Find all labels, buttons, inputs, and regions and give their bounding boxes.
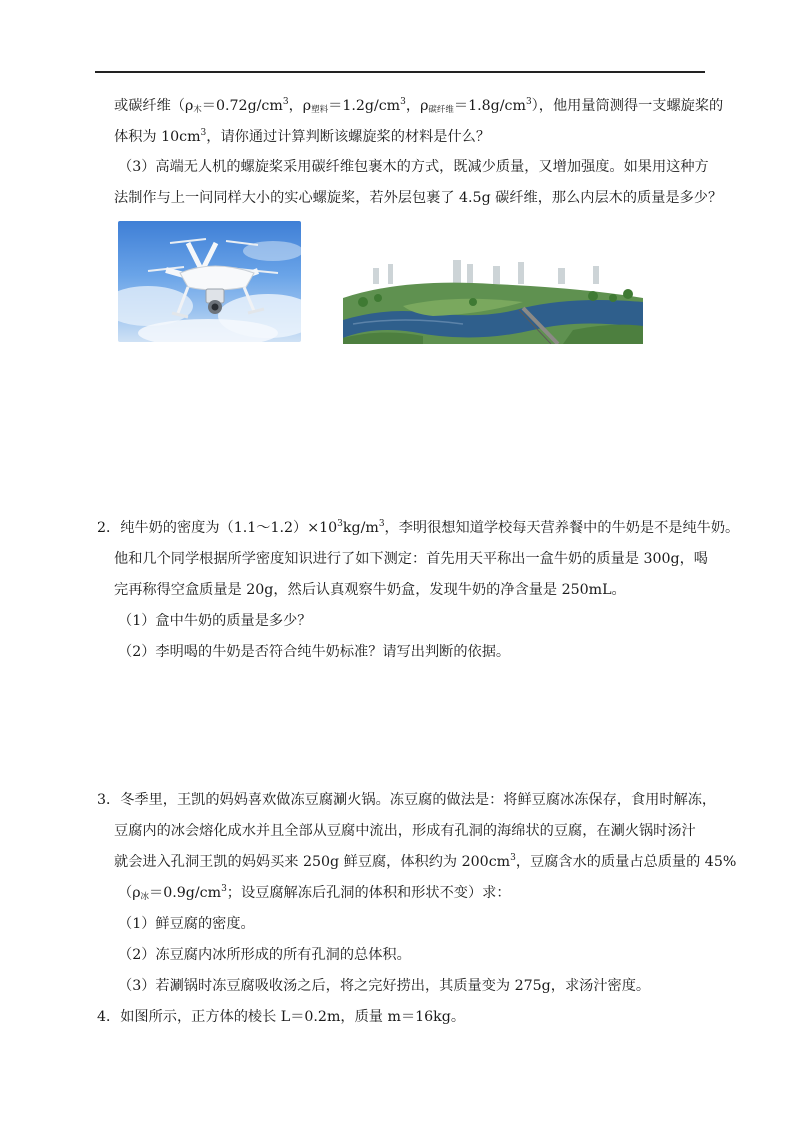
q1-line-2: 体积为 $10cm^3$，请你通过计算判断该螺旋桨的材料是什么？ bbox=[114, 128, 491, 145]
q3-line-3: 就会进入孔洞王凯的妈妈买来 250g 鲜豆腐，体积约为 $200cm^3$，豆腐含水的质量占总质量的 45% bbox=[114, 853, 737, 870]
q2-line-1: 2．纯牛奶的密度为$(1.1\sim 1.2)\times 10^3kg/m^3$，李明很想知道学校每天营养餐中的牛奶是不是纯牛奶。 bbox=[97, 519, 740, 536]
q1-line-1: 或碳纤维（$\rho_木=0.72g/cm^3$，$\rho_{塑料}=1.2g/cm^3$，$\rho_{碳纤维}=1.8g/cm^3$），他用量筒测得一支螺旋桨的 bbox=[114, 97, 724, 115]
q1-part-3-line-1: （3）高端无人机的螺旋桨采用碳纤维包裹木的方式，既减少质量，又增加强度。如果用这种方 bbox=[118, 159, 709, 175]
q2-part-2: （2）李明喝的牛奶是否符合纯牛奶标准？请写出判断的依据。 bbox=[118, 644, 511, 660]
q3-part-3: （3）若涮锅时冻豆腐吸收汤之后，将之完好捞出，其质量变为 275g，求汤汁密度。 bbox=[118, 978, 651, 994]
q3-line-1: 3．冬季里，王凯的妈妈喜欢做冻豆腐涮火锅。冻豆腐的做法是：将鲜豆腐冰冻保存，食用时解冻， bbox=[97, 792, 717, 808]
q2-line-2: 他和几个同学根据所学密度知识进行了如下测定：首先用天平称出一盒牛奶的质量是 300g，喝 bbox=[114, 551, 708, 567]
drone-photo bbox=[118, 221, 301, 342]
q3-line-4: （$\rho_冰=0.9g/cm^3$；设豆腐解冻后孔洞的体积和形状不变）求： bbox=[118, 884, 511, 902]
q2-line-3: 完再称得空盒质量是 20g，然后认真观察牛奶盒，发现牛奶的净含量是 250mL。 bbox=[114, 582, 626, 598]
q3-part-1: （1）鲜豆腐的密度。 bbox=[118, 916, 255, 932]
q3-part-2: （2）冻豆腐内冰所形成的所有孔洞的总体积。 bbox=[118, 947, 411, 963]
q4-line-1: 4．如图所示，正方体的棱长 L＝0.2m，质量 m＝16kg。 bbox=[97, 1009, 466, 1025]
header-rule bbox=[95, 71, 705, 73]
river-aerial-photo bbox=[343, 258, 643, 344]
q2-part-1: （1）盒中牛奶的质量是多少？ bbox=[118, 613, 312, 629]
q3-line-2: 豆腐内的冰会熔化成水并且全部从豆腐中流出，形成有孔洞的海绵状的豆腐，在涮火锅时汤汁 bbox=[114, 823, 696, 839]
q1-part-3-line-2: 法制作与上一问同样大小的实心螺旋桨，若外层包裹了 4.5g 碳纤维，那么内层木的质量是多少？ bbox=[114, 190, 723, 206]
